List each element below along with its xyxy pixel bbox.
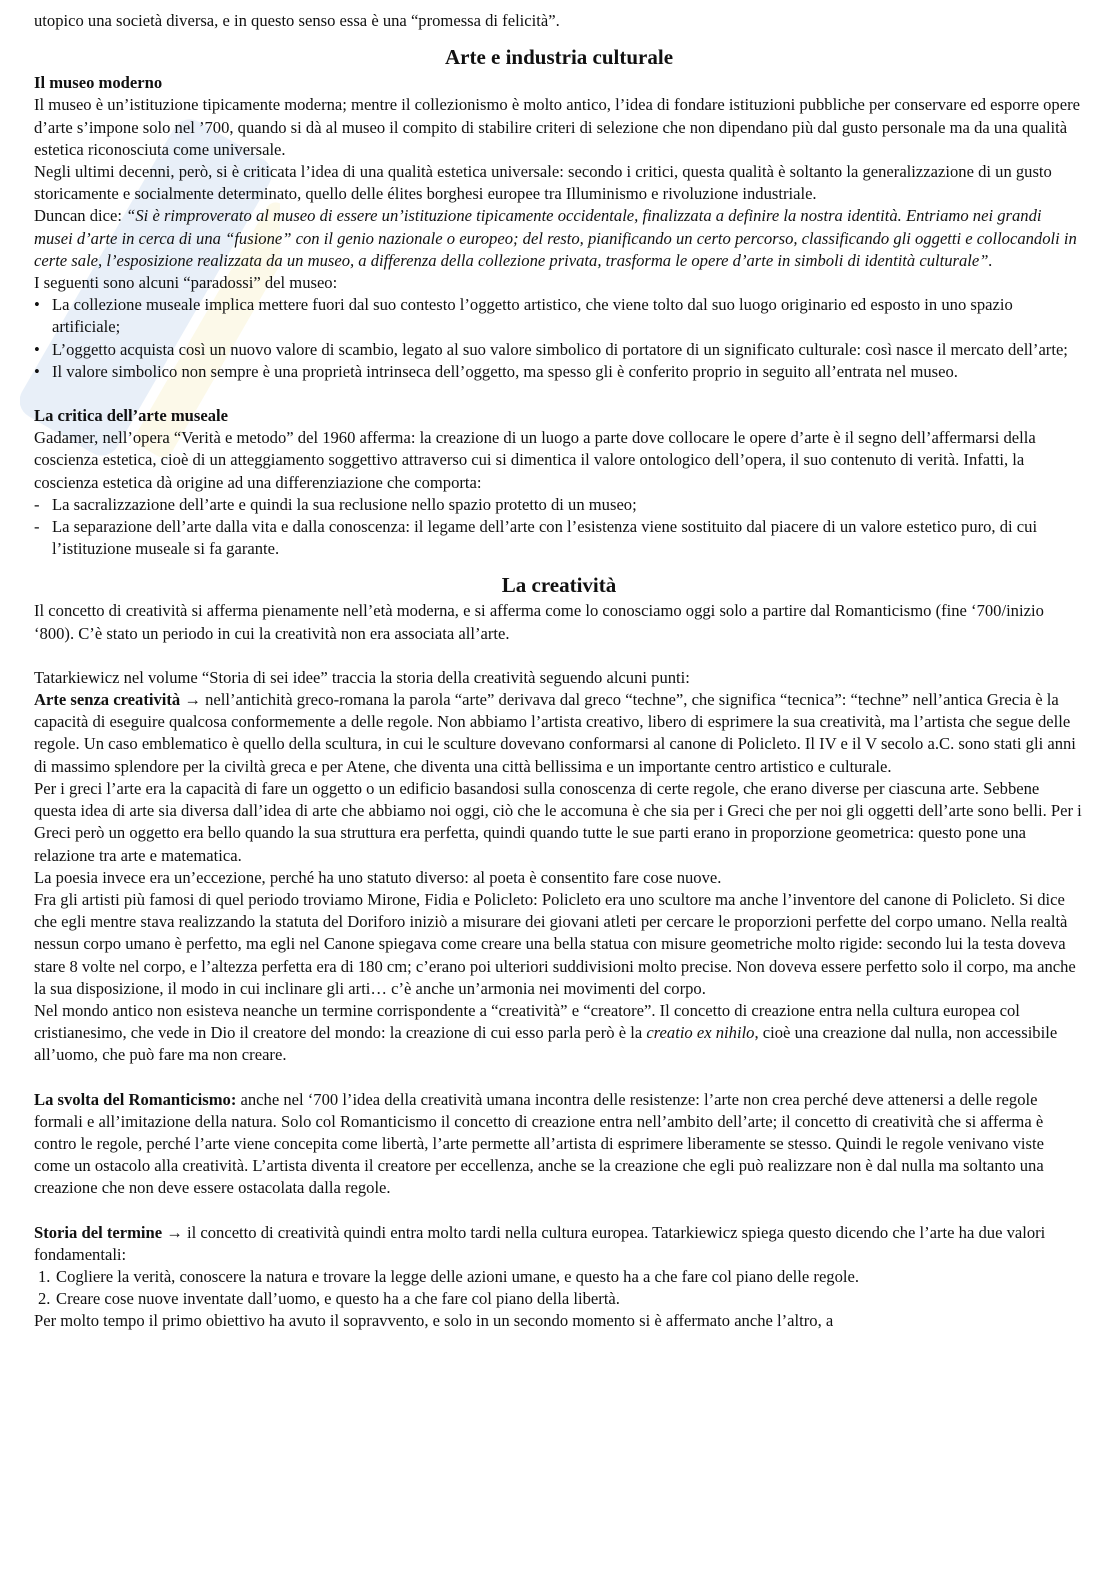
list-item: - La sacralizzazione dell’arte e quindi la sua reclusione nello spazio protetto di un museo; (34, 494, 1084, 516)
svolta-paragraph: La svolta del Romanticismo: anche nel ‘700 l’idea della creatività umana incontra delle resistenze: l’arte non crea perché deve attenersi a delle regole formali e all’imitazione della natura. Solo col Romanticismo il concetto di creazione entra nell’ambito dell’arte; il concetto di creatività che si afferma è contro le regole, perché l’arte viene concepita come libertà, l’arte permette all’artista di esprimere liberamente se stesso. Quindi le regole venivano viste come un ostacolo alla creatività. L’artista diventa il creatore per eccellenza, anche se la creazione che egli può realizzare non è dal nulla ma soltanto una creazione che non deve essere ostacolata dalla regole. (34, 1089, 1044, 1198)
paragraph: Negli ultimi decenni, però, si è criticata l’idea di una qualità estetica universale: secondo i critici, questa qualità è soltanto la generalizzazione di un gusto storicamente e socialmente determinato, quello delle élites borghesi europee tra Illuminismo e rivoluzione industriale. (34, 162, 1052, 204)
duncan-paragraph (34, 205, 1084, 272)
creatio-paragraph: Nel mondo antico non esisteva neanche un termine corrispondente a “creatività” e “creatore”. Il concetto di creazione entra nella cultura europea col cristianesimo, che vede in Dio il creatore del mondo: la creazione di cui esso parla però è la creatio ex nihilo, cioè una creazione dal nulla, non accessibile all’uomo, che può fare ma non creare. (34, 1000, 1058, 1065)
list-item: 1. Cogliere la verità, conoscere la natura e trovare la legge delle azioni umane, e questo ha a che fare col piano delle regole. (34, 1266, 1084, 1288)
bullet-icon: • (34, 295, 40, 315)
paragraph: Il museo è un’istituzione tipicamente moderna; mentre il collezionismo è molto antico, l’idea di fondare istituzioni pubbliche per conservare ed esporre opere d’arte s’impone solo nel ’700, quando si dà al museo il compito di stabilire criteri di selezione che non dipendano più dal gusto personale ma da una qualità estetica riconosciuta come universale. (34, 95, 1080, 159)
paragraph: Il concetto di creatività si afferma pienamente nell’età moderna, e si afferma come lo conosciamo oggi solo a partire dal Romanticismo (fine ‘700/inizio ‘800). C’è stato un periodo in cui la creatività non era associata all’arte. (34, 601, 1044, 643)
paragraph: I seguenti sono alcuni “paradossi” del museo: (34, 273, 338, 293)
duncan-quote: “Si è rimproverato al museo di essere un’istituzione tipicamente occidentale, finalizzata a definire la nostra identità. Entriamo nei grandi musei d’arte in cerca di una “fusione” con il genio nazionale o europeo; del resto, pianificando un certo percorso, classificando gli oggetti e collocandoli in certe sale, l’esposizione realizzata da un museo, a differenza della collezione privata, trasforma le opere d’arte in simboli di identità culturale”. (34, 206, 1077, 270)
critica-list (34, 494, 1084, 561)
dash-icon: - (34, 494, 40, 514)
duncan-lead: Duncan dice: (34, 206, 127, 226)
storia-paragraph: Storia del termine → il concetto di creatività quindi entra molto tardi nella cultura europea. Tatarkiewicz spiega questo dicendo che l’arte ha due valori fondamentali: (34, 1222, 1046, 1264)
dash-icon: - (34, 517, 40, 537)
document-page (34, 10, 1084, 1333)
section-title-creativita: La creatività (501, 573, 617, 598)
heading-critica: La critica dell’arte museale (34, 406, 228, 426)
list-item: • La collezione museale implica mettere fuori dal suo contesto l’oggetto artistico, che viene tolto dal suo luogo originario ed esposto in uno spazio artificiale; (34, 295, 1013, 337)
storia-label: Storia del termine (34, 1222, 163, 1242)
intro-line: utopico una società diversa, e in questo senso essa è una “promessa di felicità”. (34, 11, 560, 30)
list-number: 2. (38, 1289, 51, 1309)
section-title-arte: Arte e industria culturale (444, 45, 674, 70)
list-item: - La separazione dell’arte dalla vita e dalla conoscenza: il legame dell’arte con l’esistenza viene sostituito dal piacere di un valore estetico puro, di cui l’istituzione museale si fa garante. (34, 517, 1038, 559)
svolta-label: La svolta del Romanticismo: (34, 1089, 237, 1109)
paragraph: La poesia invece era un’eccezione, perché ha uno statuto diverso: al poeta è consentito fare cose nuove. (34, 867, 722, 887)
paragraph: Tatarkiewicz nel volume “Storia di sei idee” traccia la storia della creatività seguendo alcuni punti: (34, 667, 690, 687)
list-item: 2. Creare cose nuove inventate dall’uomo, e questo ha a che fare col piano della libertà. (34, 1288, 1084, 1310)
paradossi-list (34, 294, 1084, 383)
paragraph: Gadamer, nell’opera “Verità e metodo” del 1960 afferma: la creazione di un luogo a parte dove collocare le opere d’arte è il segno dell’affermarsi della coscienza estetica, cioè di un atteggiamento soggettivo attraverso cui si dimentica il valore ontologico dell’opera, il suo contenuto di verità. Infatti, la coscienza estetica dà origine ad una differenziazione che comporta: (34, 428, 1036, 492)
heading-museo-moderno: Il museo moderno (34, 73, 163, 93)
list-item: • L’oggetto acquista così un nuovo valore di scambio, legato al suo valore simbolico di portatore di un significato culturale: così nasce il mercato dell’arte; (34, 339, 1084, 361)
creatio-term: creatio ex nihilo (646, 1023, 755, 1043)
last-line: Per molto tempo il primo obiettivo ha avuto il sopravvento, e solo in un secondo momento si è affermato anche l’altro, a (34, 1311, 834, 1331)
arte-senza-label: Arte senza creatività (34, 690, 181, 710)
bullet-icon: • (34, 339, 40, 359)
list-number: 1. (38, 1266, 51, 1286)
arte-senza-paragraph: Arte senza creatività → nell’antichità greco-romana la parola “arte” derivava dal greco “techne”, che significa “tecnica”: “techne” nell’antica Grecia è la capacità di eseguire qualcosa conformemente a delle regole. Non abbiamo l’artista creativo, libero di esprimere la sua creatività, ma l’artista che segue delle regole. Un caso emblematico è quello della scultura, in cui le sculture dovevano conformarsi al canone di Policleto. Il IV e il V secolo a.C. sono stati gli anni di massimo splendore per la civiltà greca e per Atene, che diventa una città bellissima e un importante centro artistico e culturale. (34, 690, 1076, 776)
paragraph: Per i greci l’arte era la capacità di fare un oggetto o un edificio basandosi sulla conoscenza di certe regole, che erano diverse per ciascuna arte. Sebbene questa idea di arte sia diversa dall’idea di arte che abbiamo noi oggi, ciò che le accomuna è che sia per i Greci che per noi gli oggetti dell’arte sono belli. Per i Greci però un oggetto era bello quando la sua struttura era perfetta, quindi quando tutte le sue parti erano in proporzione geometrica: questo pone una relazione tra arte e matematica. (34, 778, 1082, 865)
valori-list (34, 1266, 1084, 1310)
bullet-icon: • (34, 361, 40, 381)
list-item: • Il valore simbolico non sempre è una proprietà intrinseca dell’oggetto, ma spesso gli è conferito proprio in seguito all’entrata nel museo. (34, 361, 1084, 383)
paragraph: Fra gli artisti più famosi di quel periodo troviamo Mirone, Fidia e Policleto: Policleto era uno scultore ma anche l’inventore del canone di Policleto. Si dice che egli mentre stava realizzando la statuta del Doriforo iniziò a misurare dei giovani atleti per cercare le proporzioni perfette del corpo umano. Nella realtà nessun corpo umano è perfetto, ma egli nel Canone spiegava come creare una bella statua con misure geometriche molto rigide: secondo lui la testa doveva stare 8 volte nel corpo, e l’altezza perfetta era di 180 cm; c’erano poi ulteriori suddivisioni molto precise. Non doveva essere perfetto solo il corpo, ma anche la sua disposizione, il modo in cui inclinare gli arti… c’è anche un’armonia nei movimenti del corpo. (34, 889, 1076, 998)
